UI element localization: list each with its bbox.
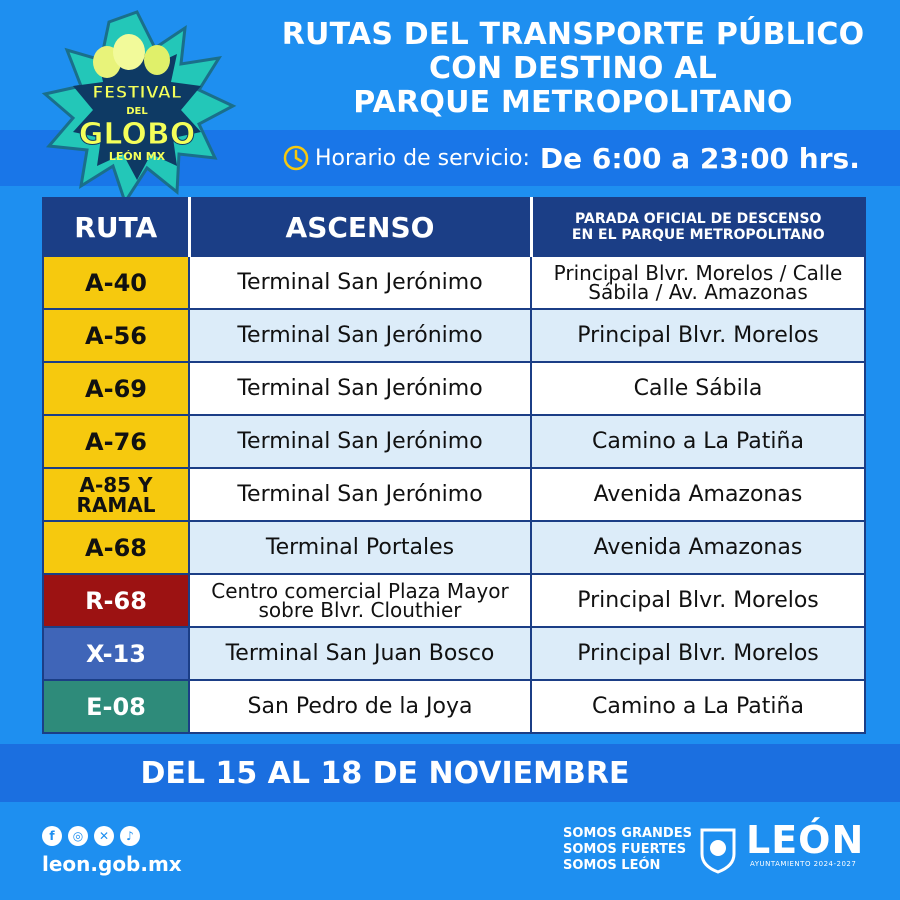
title-line1: RUTAS DEL TRANSPORTE PÚBLICO xyxy=(281,17,865,52)
logo-line4: LEÓN MX xyxy=(108,150,166,163)
date-band xyxy=(0,744,900,802)
service-hours xyxy=(283,140,860,176)
descenso-cell: Principal Blvr. Morelos xyxy=(531,309,865,362)
routes-table xyxy=(42,197,866,734)
route-code-text: E-08 xyxy=(86,692,146,721)
instagram-icon[interactable]: ◎ xyxy=(68,826,88,846)
ascenso-cell: Terminal San Jerónimo xyxy=(189,362,531,415)
footer-social xyxy=(42,826,182,876)
title-line3: PARQUE METROPOLITANO xyxy=(353,85,793,120)
route-code xyxy=(43,362,189,415)
table-header-row xyxy=(43,198,865,256)
descenso-cell: Principal Blvr. Morelos xyxy=(531,574,865,627)
website-link[interactable]: leon.gob.mx xyxy=(42,852,182,876)
ascenso-cell: Terminal San Jerónimo xyxy=(189,415,531,468)
brand-logo: LEÓN xyxy=(746,818,865,862)
slogan xyxy=(563,826,692,874)
hours-value: De 6:00 a 23:00 hrs. xyxy=(539,141,860,175)
route-code xyxy=(43,309,189,362)
route-code xyxy=(43,574,189,627)
descenso-cell: Camino a La Patiña xyxy=(531,680,865,733)
ascenso-cell: Terminal San Jerónimo xyxy=(189,256,531,309)
slogan-line1: SOMOS GRANDES xyxy=(563,826,692,841)
facebook-icon[interactable]: f xyxy=(42,826,62,846)
descenso-cell: Camino a La Patiña xyxy=(531,415,865,468)
logo-line3: GLOBO xyxy=(78,117,196,152)
route-code-text: A-76 xyxy=(85,427,147,456)
descenso-cell: Principal Blvr. Morelos xyxy=(531,627,865,680)
leon-crest-icon xyxy=(698,826,738,874)
route-code xyxy=(43,256,189,309)
table-row xyxy=(43,521,865,574)
table-row xyxy=(43,468,865,521)
header-ruta: RUTA xyxy=(43,198,189,256)
route-code-text: A-56 xyxy=(85,321,147,350)
route-code xyxy=(43,468,189,521)
ascenso-cell: Centro comercial Plaza Mayor sobre Blvr. Clouthier xyxy=(189,574,531,627)
route-code-text: A-40 xyxy=(85,268,147,297)
event-dates: DEL 15 AL 18 DE NOVIEMBRE xyxy=(140,755,630,791)
route-code xyxy=(43,521,189,574)
header-ascenso: ASCENSO xyxy=(189,198,531,256)
route-code xyxy=(43,627,189,680)
table-row xyxy=(43,256,865,309)
header-descenso-line2: EN EL PARQUE METROPOLITANO xyxy=(571,227,825,243)
header-descenso xyxy=(531,198,865,256)
ascenso-cell: Terminal San Jerónimo xyxy=(189,468,531,521)
slogan-line3: SOMOS LEÓN xyxy=(563,858,661,873)
logo-line1: FESTIVAL xyxy=(92,83,182,103)
brand-sub: AYUNTAMIENTO 2024-2027 xyxy=(750,860,857,868)
table-row xyxy=(43,362,865,415)
route-code xyxy=(43,680,189,733)
route-code-text: R-68 xyxy=(85,586,147,615)
logo-line2: DEL xyxy=(126,106,148,117)
table-row xyxy=(43,680,865,733)
tiktok-icon[interactable]: ♪ xyxy=(120,826,140,846)
route-code-text: A-85 Y xyxy=(79,472,153,497)
slogan-line2: SOMOS FUERTES xyxy=(563,842,687,857)
descenso-cell: Principal Blvr. Morelos / Calle Sábila / Av. Amazonas xyxy=(531,256,865,309)
descenso-cell: Avenida Amazonas xyxy=(531,468,865,521)
festival-logo xyxy=(30,10,245,210)
descenso-cell: Avenida Amazonas xyxy=(531,521,865,574)
ascenso-cell: Terminal Portales xyxy=(189,521,531,574)
table-row xyxy=(43,574,865,627)
route-code xyxy=(43,415,189,468)
clock-icon xyxy=(283,145,309,171)
descenso-cell: Calle Sábila xyxy=(531,362,865,415)
route-code-text: A-68 xyxy=(85,533,147,562)
title-line2: CON DESTINO AL xyxy=(429,51,717,86)
ascenso-cell: Terminal San Jerónimo xyxy=(189,309,531,362)
hours-label: Horario de servicio: xyxy=(315,145,530,171)
table-row xyxy=(43,415,865,468)
ascenso-cell: Terminal San Juan Bosco xyxy=(189,627,531,680)
route-code-text: A-69 xyxy=(85,374,147,403)
header-descenso-line1: PARADA OFICIAL DE DESCENSO xyxy=(575,211,822,227)
route-code-text: X-13 xyxy=(86,639,146,668)
page-title xyxy=(260,18,886,120)
route-code-text-line2: RAMAL xyxy=(76,492,156,517)
x-icon[interactable]: ✕ xyxy=(94,826,114,846)
table-row xyxy=(43,627,865,680)
table-row xyxy=(43,309,865,362)
ascenso-cell: San Pedro de la Joya xyxy=(189,680,531,733)
